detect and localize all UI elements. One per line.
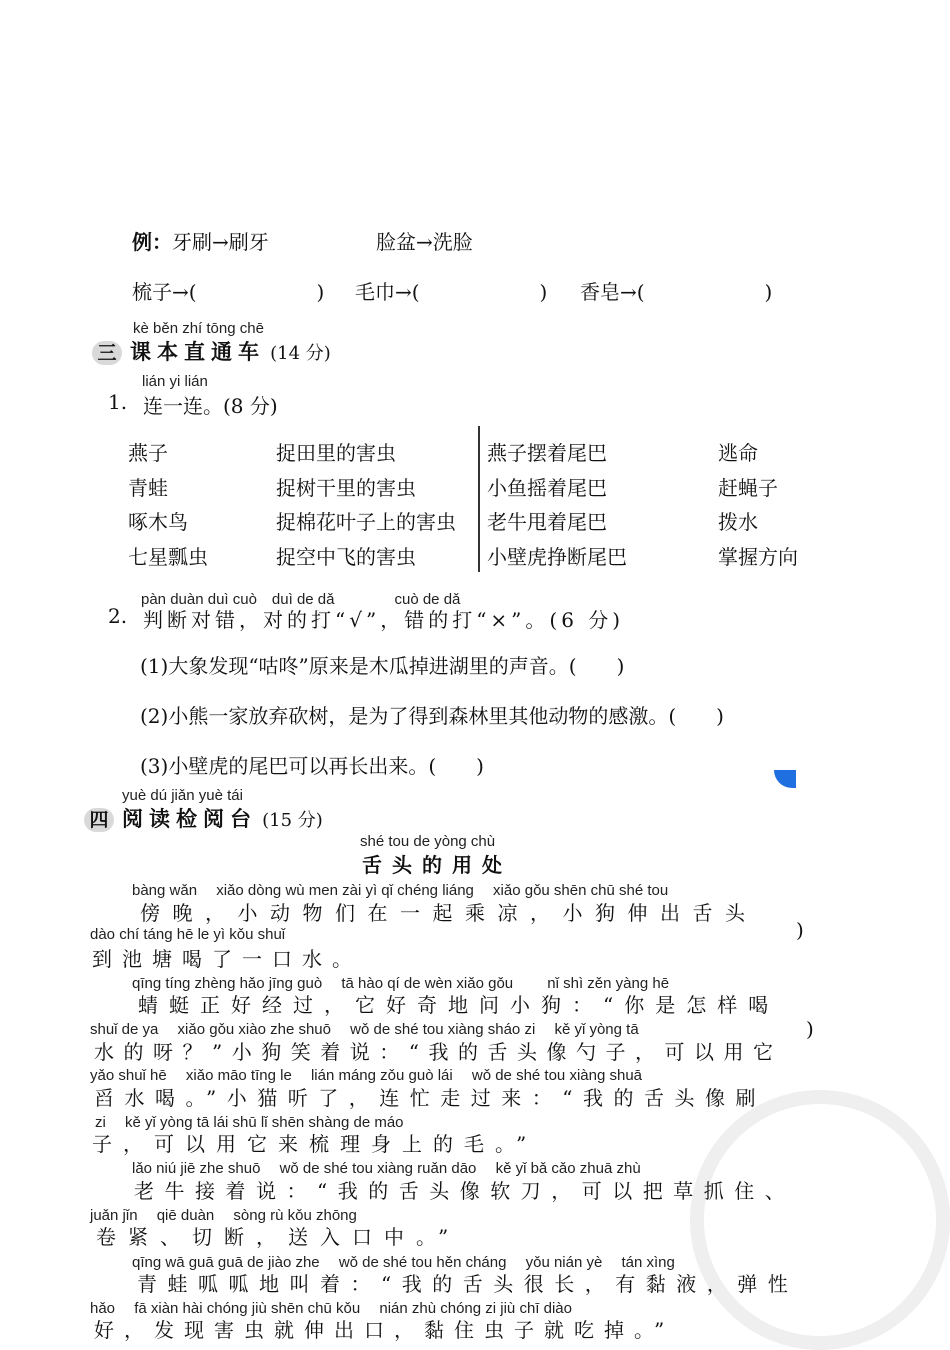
section3-title: 课本直通车 <box>130 339 265 364</box>
match-item[interactable]: 赶蝇子 <box>718 475 778 500</box>
story-line-text: 蜻蜓正好经过，它好奇地问小狗：“你是怎样喝 <box>138 993 780 1017</box>
q2-item-2[interactable]: (2)小熊一家放弃砍树，是为了得到森林里其他动物的感激。( ) <box>140 704 724 728</box>
match-item[interactable]: 啄木鸟 <box>128 510 188 534</box>
watermark-seal <box>690 1090 950 1350</box>
match-item[interactable]: 捉树干里的害虫 <box>276 475 416 500</box>
story-line-text: 老牛接着说：“我的舌头像软刀，可以把草抓住、 <box>134 1179 796 1203</box>
section3-score: (14 分) <box>270 343 331 364</box>
match-col-uses <box>718 436 798 574</box>
example-label: 例： <box>132 230 172 254</box>
match-col-animals <box>128 436 208 574</box>
story-line-text: 傍晚，小动物们在一起乘凉，小狗伸出舌头 <box>140 901 758 925</box>
match-col-pests <box>276 436 456 574</box>
q2-pinyin: pàn duàn duì cuò duì de dǎ cuò de dǎ <box>141 591 461 608</box>
page-corner-mark <box>774 770 796 788</box>
story-line-text: 到池塘喝了一口水。 <box>92 947 362 971</box>
match-item[interactable]: 七星瓢虫 <box>128 544 208 569</box>
match-item[interactable]: 小鱼摇着尾巴 <box>487 475 607 500</box>
section3-pinyin: kè běn zhí tōng chē <box>133 320 264 337</box>
section4-header <box>84 803 323 833</box>
story-line-text: 舀水喝。”小猫听了，连忙走过来：“我的舌头像刷 <box>94 1086 766 1110</box>
story-line-text: 好，发现害虫就伸出口，黏住虫子就吃掉。” <box>94 1318 675 1342</box>
story-line-text: 卷紧、切断，送入口中。” <box>96 1225 461 1249</box>
match-item[interactable]: 老牛甩着尾巴 <box>487 510 607 534</box>
example-item-2: 脸盆→洗脸 <box>376 230 473 254</box>
section3-number: 三 <box>92 341 122 365</box>
story-line-pinyin: shuǐ de ya xiǎo gǒu xiào zhe shuō wǒ de shé tou xiàng sháo zi kě yǐ yòng tā <box>90 1021 639 1038</box>
story-line-text: 子，可以用它来梳理身上的毛。” <box>92 1132 538 1156</box>
story-line-pinyin: yǎo shuǐ hē xiǎo māo tīng le lián máng zǒu guò lái wǒ de shé tou xiàng shuā <box>90 1067 642 1084</box>
story-line-text: 水的呀？”小狗笑着说：“我的舌头像勺子，可以用它 <box>94 1040 783 1064</box>
matching-divider <box>478 426 480 572</box>
blank-comb[interactable]: 梳子→( ) <box>132 280 325 304</box>
example-item-1: 牙刷→刷牙 <box>172 230 269 254</box>
match-item[interactable]: 逃命 <box>718 441 758 465</box>
match-item[interactable]: 燕子摆着尾巴 <box>487 441 607 465</box>
section3-header <box>92 336 331 366</box>
q2-title: 判断对错，对的打“√”，错的打“×”。(6 分) <box>143 608 625 632</box>
match-item[interactable]: 掌握方向 <box>718 544 798 569</box>
q2-item-3[interactable]: (3)小壁虎的尾巴可以再长出来。( ) <box>140 754 484 778</box>
q2-number: 2. <box>108 604 128 628</box>
story-line-text: 青蛙呱呱地叫着：“我的舌头很长，有黏液，弹性 <box>137 1272 799 1296</box>
section4-title: 阅读检阅台 <box>122 806 257 831</box>
match-item[interactable]: 拨水 <box>718 510 758 534</box>
story-line-pinyin: lǎo niú jiē zhe shuō wǒ de shé tou xiàng ruǎn dāo kě yǐ bǎ cǎo zhuā zhù <box>132 1160 641 1177</box>
match-item[interactable]: 捉棉花叶子上的害虫 <box>276 510 456 534</box>
story-title-pinyin: shé tou de yòng chù <box>360 833 496 850</box>
story-title: 舌头的用处 <box>362 853 512 877</box>
story-line-pinyin: bàng wǎn xiǎo dòng wù men zài yì qǐ chéng liáng xiǎo gǒu shēn chū shé tou <box>132 882 669 899</box>
match-item[interactable]: 燕子 <box>128 441 168 465</box>
q1-number: 1. <box>108 390 128 414</box>
q1-title: 连一连。(8 分) <box>143 394 278 418</box>
example-row <box>132 226 269 255</box>
story-line-pinyin: zi kě yǐ yòng tā lái shū lǐ shēn shàng de máo <box>95 1114 404 1131</box>
blank-soap[interactable]: 香皂→( ) <box>580 280 773 304</box>
story-line-pinyin: juǎn jǐn qiē duàn sòng rù kǒu zhōng <box>90 1207 357 1224</box>
story-line-pinyin: qīng tíng zhèng hǎo jīng guò tā hào qí de wèn xiǎo gǒu nǐ shì zěn yàng hē <box>132 975 670 992</box>
match-item[interactable]: 捉空中飞的害虫 <box>276 544 416 569</box>
blank-towel[interactable]: 毛巾→( ) <box>355 280 548 304</box>
section4-number: 四 <box>84 808 114 832</box>
q2-item-1[interactable]: (1)大象发现“咕咚”原来是木瓜掉进湖里的声音。( ) <box>140 654 625 678</box>
match-col-tails <box>487 436 627 574</box>
section4-pinyin: yuè dú jiǎn yuè tái <box>122 787 243 804</box>
match-item[interactable]: 小壁虎挣断尾巴 <box>487 544 627 569</box>
story-line-pinyin: dào chí táng hē le yì kǒu shuǐ <box>90 926 286 943</box>
section4-score: (15 分) <box>262 810 323 831</box>
story-line-pinyin: qīng wā guā guā de jiào zhe wǒ de shé tou hěn cháng yǒu nián yè tán xìng <box>132 1254 675 1271</box>
match-item[interactable]: 青蛙 <box>128 475 168 500</box>
match-item[interactable]: 捉田里的害虫 <box>276 441 396 465</box>
edge-mark: ) <box>796 918 804 942</box>
story-line-pinyin: hǎo fā xiàn hài chóng jiù shēn chū kǒu nián zhù chóng zi jiù chī diào <box>90 1300 572 1317</box>
edge-mark: ) <box>806 1017 814 1041</box>
q1-pinyin: lián yi lián <box>142 373 208 390</box>
